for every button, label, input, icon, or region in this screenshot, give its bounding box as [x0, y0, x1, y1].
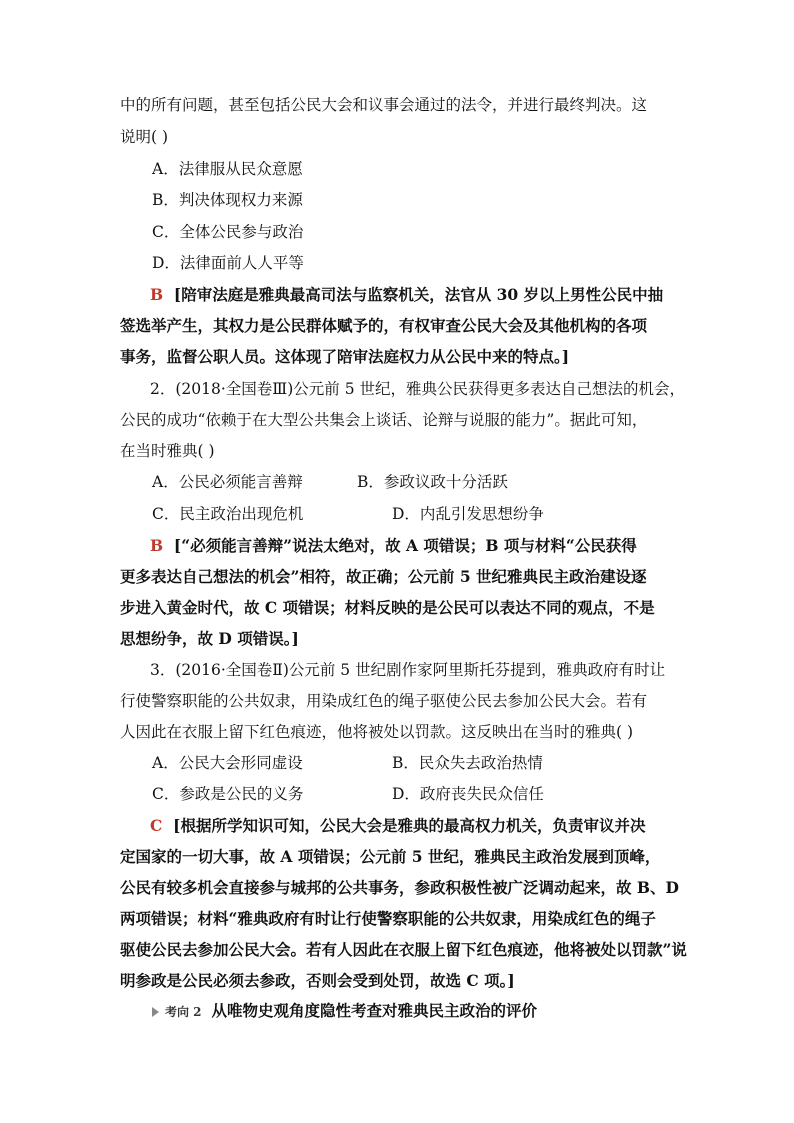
q2-option-d: D．内乱引发思想纷争 [392, 505, 544, 523]
q1-explanation-line-1 [150, 284, 663, 306]
q2-stem-line-1: 2．(2018·全国卷Ⅲ)公元前 5 世纪，雅典公民获得更多表达自己想法的机会， [150, 380, 685, 398]
q3-stem-line-2: 行使警察职能的公共奴隶，用染成红色的绳子驱使公民去参加公民大会。若有 [120, 692, 648, 710]
q1-option-c: C．全体公民参与政治 [152, 223, 304, 241]
q3-option-d: D．政府丧失民众信任 [392, 785, 544, 803]
q3-stem-line-3: 人因此在衣服上留下红色痕迹，他将被处以罚款。这反映出在当时的雅典( ) [120, 723, 634, 741]
triangle-marker-icon [152, 1007, 159, 1017]
q1-option-a: A．法律服从民众意愿 [152, 160, 303, 178]
q3-option-b: B．民众失去政治热情 [392, 754, 543, 772]
q1-exp-text-1: [陪审法庭是雅典最高司法与监察机关，法官从 30 岁以上男性公民中抽 [173, 285, 664, 304]
q1-explanation-line-2: 签选举产生，其权力是公民群体赋予的，有权审查公民大会及其他机构的各项 [120, 316, 648, 335]
q3-explanation-line-5: 驱使公民去参加公民大会。若有人因此在衣服上留下红色痕迹，他将被处以罚款”说 [120, 940, 687, 959]
q3-explanation-line-6: 明参政是公民必须去参政，否则会受到处罚，故选 C 项。] [120, 971, 515, 990]
q2-explanation-line-2: 更多表达自己想法的机会”相符，故正确；公元前 5 世纪雅典民主政治建设逐 [120, 567, 647, 586]
section-heading [152, 1000, 537, 1023]
q3-explanation-line-4: 两项错误；材料“雅典政府有时让行使警察职能的公共奴隶，用染成红色的绳子 [120, 909, 656, 928]
q3-explanation-line-3: 公民有较多机会直接参与城邦的公共事务，参政积极性被广泛调动起来，故 B、D [120, 878, 679, 897]
q2-option-a: A．公民必须能言善辩 [152, 473, 303, 491]
q3-explanation-line-2: 定国家的一切大事，故 A 项错误；公元前 5 世纪，雅典民主政治发展到顶峰， [120, 847, 661, 866]
q1-option-d: D．法律面前人人平等 [152, 254, 304, 272]
q2-stem-line-2: 公民的成功“依赖于在大型公共集会上谈话、论辩与说服的能力”。据此可知， [120, 411, 648, 429]
q2-stem-line-3: 在当时雅典( ) [120, 442, 215, 460]
q1-answer: B [150, 285, 164, 304]
q3-explanation-line-1 [150, 815, 645, 837]
q2-option-b: B．参政议政十分活跃 [357, 473, 508, 491]
q2-option-c: C．民主政治出现危机 [152, 505, 304, 523]
q1-stem-line-1: 中的所有问题，甚至包括公民大会和议事会通过的法令，并进行最终判决。这 [120, 96, 648, 114]
q3-option-a: A．公民大会形同虚设 [152, 754, 303, 772]
q2-explanation-line-3: 步进入黄金时代，故 C 项错误；材料反映的是公民可以表达不同的观点，不是 [120, 598, 655, 617]
q1-option-b: B．判决体现权力来源 [152, 191, 303, 209]
q3-stem-line-1: 3．(2016·全国卷Ⅱ)公元前 5 世纪剧作家阿里斯托芬提到，雅典政府有时让 [150, 661, 666, 679]
q1-stem-line-2: 说明( ) [120, 128, 169, 146]
section-title: 从唯物史观角度隐性考查对雅典民主政治的评价 [211, 1001, 538, 1020]
q2-exp-text-1: [“必须能言善辩”说法太绝对，故 A 项错误；B 项与材料“公民获得 [173, 536, 637, 555]
q1-explanation-line-3: 事务，监督公职人员。这体现了陪审法庭权力从公民中来的特点。] [120, 347, 570, 366]
q2-explanation-line-4: 思想纷争，故 D 项错误。] [120, 629, 299, 648]
q3-option-c: C．参政是公民的义务 [152, 785, 304, 803]
q3-exp-text-1: [根据所学知识可知，公民大会是雅典的最高权力机关，负责审议并决 [173, 816, 646, 835]
q2-explanation-line-1 [150, 535, 637, 557]
q2-answer: B [150, 536, 164, 555]
q3-answer: C [150, 816, 163, 835]
section-tag: 考向 2 [165, 1005, 202, 1019]
